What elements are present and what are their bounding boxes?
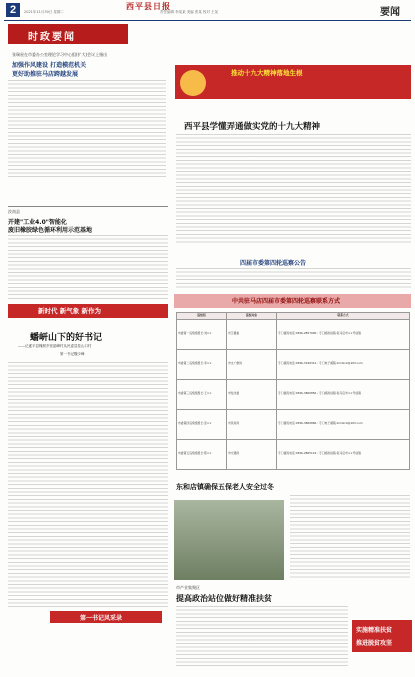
new-era-byline: 第一书记魏少峰 (60, 352, 85, 356)
table-cell: 市委第三巡察组组长:王×× (177, 379, 227, 409)
bottom-headline: 提高政治站位做好精准扶贫 (176, 594, 272, 603)
party-emblem-icon (180, 70, 206, 96)
top-right-headline: 西平县学懂弄通做实党的十九大精神 (184, 122, 321, 132)
new-era-banner (8, 304, 168, 318)
liaison-header-group: 巡察组 (177, 313, 227, 320)
lower-right-headline: 东和店镇确保五保老人安全过冬 (176, 483, 274, 491)
table-cell: 专门值班电话:0396-3860866 ; 专门电子邮箱:zmdxc4@163.com (277, 409, 410, 439)
lower-right-body (290, 495, 410, 580)
bottom-kicker: 市产业集聚区 (176, 585, 200, 590)
article1-kicker: 张瑞星在市委办公室理论学习中心组(扩大)会议上指出 (12, 52, 108, 57)
bottom-body (176, 606, 348, 666)
poverty-campaign-line-2: 推进脱贫攻坚 (356, 640, 393, 647)
announcement-title: 四届市委第四轮巡察公告 (240, 260, 307, 267)
table-cell: 专门值班电话:0396-3860856 ; 专门邮政信箱:驻马店市××号信箱 (277, 379, 410, 409)
poverty-campaign-line-1: 实施精准扶贫 (356, 627, 393, 634)
article1-body (8, 80, 166, 180)
liaison-header-contact: 联系方式 (277, 313, 410, 320)
section-divider (8, 206, 168, 207)
liaison-header-target: 巡察对象 (227, 313, 277, 320)
series-banner-title: 第一书记风采录 (80, 615, 123, 622)
table-cell: 市文广旅局 (227, 349, 277, 379)
new-era-banner-title: 新时代 新气象 新作为 (38, 307, 102, 315)
page-header (0, 0, 415, 22)
table-cell: 市委第四巡察组组长:张×× (177, 409, 227, 439)
theme-banner-title: 推动十九大精神落地生根 (231, 69, 303, 77)
theme-banner (175, 65, 411, 99)
header-divider (4, 20, 411, 21)
left-middle-headline-a: 开建"工业4.0"智能化 (8, 219, 67, 226)
new-era-headline: 蟠岍山下的好书记 (30, 333, 103, 343)
new-era-body (8, 362, 168, 607)
left-middle-headline-b: 废旧橡胶绿色循环利用示范基地 (8, 227, 93, 234)
page-number: 2 (6, 3, 20, 17)
table-cell: 市民政局 (227, 409, 277, 439)
table-cell: 市交通局 (227, 439, 277, 469)
masthead: 西平县日报 (126, 1, 171, 11)
top-right-body (176, 134, 411, 244)
editor-line: 责任编辑 李某某 美编 张某 校对 王某 (160, 10, 219, 14)
announcement-body (176, 268, 411, 290)
table-cell: 市委第五巡察组组长:陈×× (177, 439, 227, 469)
liaison-table-title-bar (174, 294, 411, 308)
issue-date: 2021年11月30日 星期二 (24, 10, 64, 14)
left-middle-kicker: 汝南县 (8, 209, 20, 214)
liaison-table-title: 中共驻马店四届市委第四轮巡察联系方式 (232, 298, 341, 305)
new-era-subtitle: ——记遂平县槐树乡张韶峰村从民委县挂山口村 (18, 344, 92, 348)
table-cell: 专门值班电话:0396-2865119 ; 专门邮政信箱:驻马店市××号信箱 (277, 439, 410, 469)
table-cell: 市卫健委 (227, 319, 277, 349)
news-section-banner (8, 24, 128, 44)
poverty-campaign-block (352, 620, 412, 652)
news-photo (174, 500, 284, 580)
article1-headline-b: 更好助推驻马店跨越发展 (12, 71, 79, 78)
news-section-title: 时政要闻 (28, 32, 76, 43)
section-title: 要闻 (380, 7, 400, 18)
table-cell: 专门值班电话:0396-3196312 ; 专门电子邮箱:zmdxc2@163.com (277, 349, 410, 379)
series-banner (50, 611, 162, 623)
left-middle-body (8, 235, 168, 300)
table-cell: 市发改委 (227, 379, 277, 409)
liaison-table (176, 312, 410, 470)
table-cell: 市委第二巡察组组长:李×× (177, 349, 227, 379)
table-cell: 专门值班电话:0396-2857090 ; 专门邮政信箱:驻马店市××号信箱 (277, 319, 410, 349)
article1-headline-a: 加强作风建设 打造模范机关 (12, 62, 87, 69)
table-cell: 市委第一巡察组组长:刘×× (177, 319, 227, 349)
